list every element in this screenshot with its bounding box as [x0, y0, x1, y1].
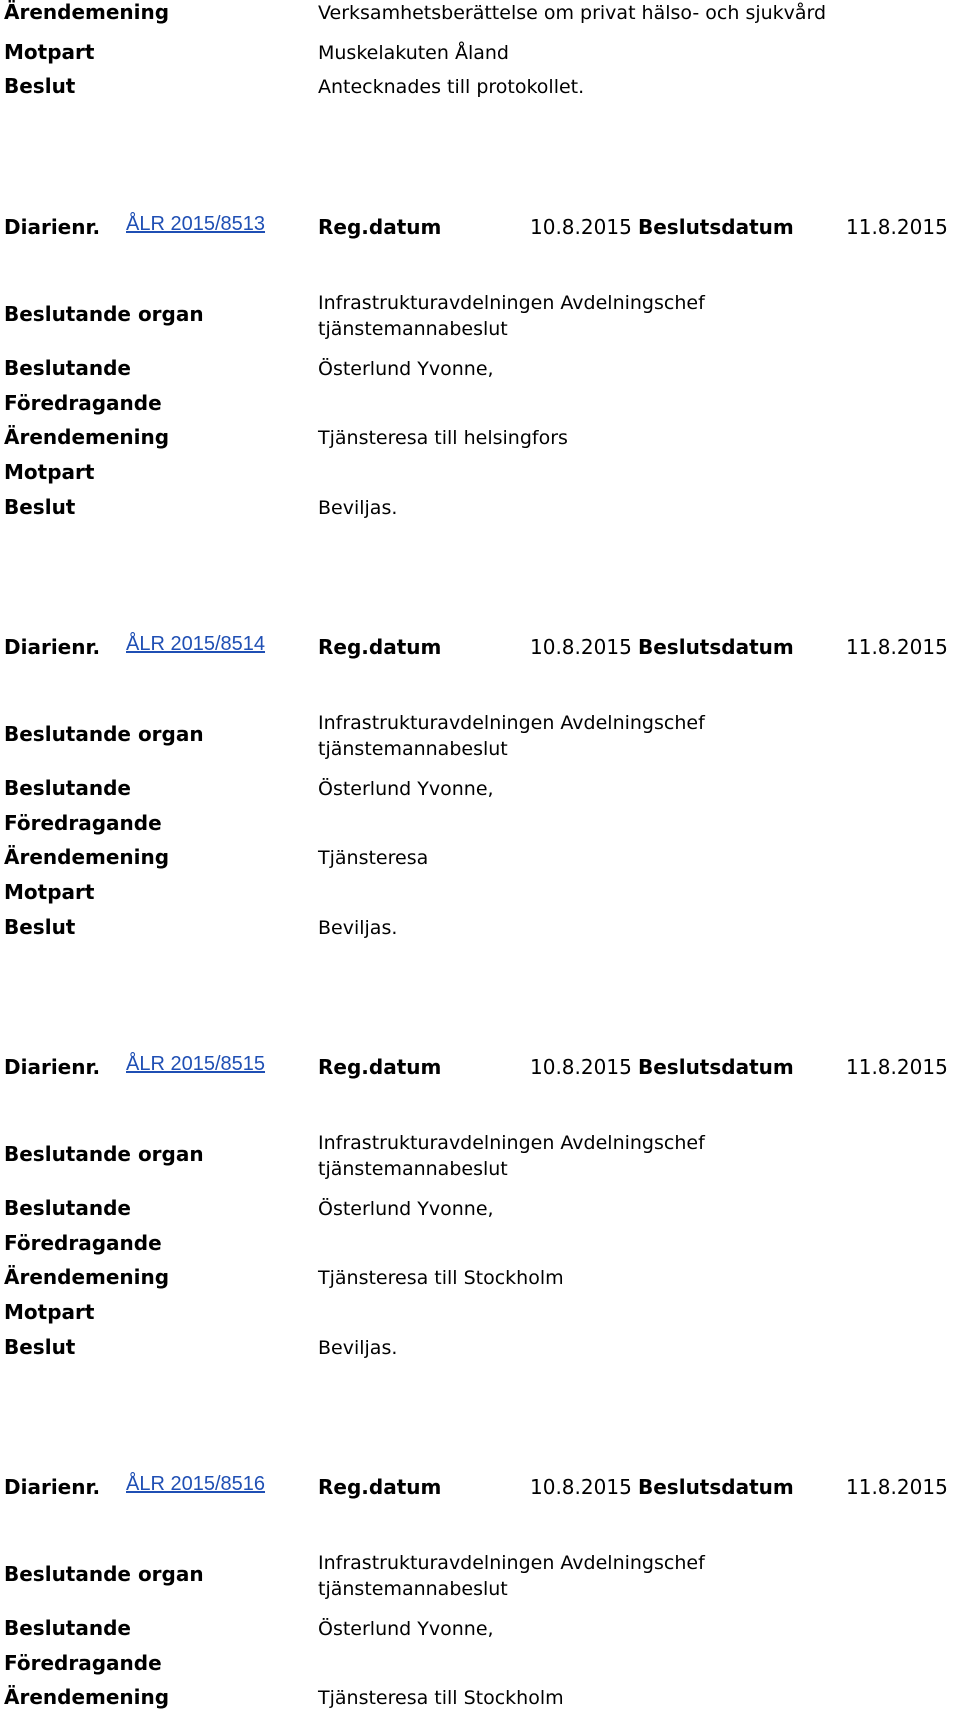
beslutande-organ-line1: Infrastrukturavdelningen Avdelningschef: [318, 1552, 705, 1574]
beslutande-organ-line2: tjänstemannabeslut: [318, 1158, 508, 1180]
diarienr-label: Diarienr.: [4, 1055, 101, 1079]
beslutande-organ-line1: Infrastrukturavdelningen Avdelningschef: [318, 292, 705, 314]
beslut-label: Beslut: [4, 1335, 76, 1359]
foredragande-label: Föredragande: [4, 391, 162, 415]
beslutande-organ-line1: Infrastrukturavdelningen Avdelningschef: [318, 1132, 705, 1154]
regdatum-label: Reg.datum: [318, 635, 442, 659]
beslutande-organ-line2: tjänstemannabeslut: [318, 318, 508, 340]
beslutande-organ-label: Beslutande organ: [4, 1142, 204, 1166]
regdatum-label: Reg.datum: [318, 1055, 442, 1079]
arendemening-label: Ärendemening: [4, 425, 170, 449]
diarienr-link[interactable]: ÅLR 2015/8515: [126, 1053, 266, 1075]
beslut-value: Beviljas.: [318, 917, 398, 939]
motpart-label: Motpart: [4, 40, 95, 64]
regdatum-value: 10.8.2015: [530, 635, 632, 659]
foredragande-label: Föredragande: [4, 1231, 162, 1255]
beslutande-organ-label: Beslutande organ: [4, 302, 204, 326]
motpart-label: Motpart: [4, 1300, 95, 1324]
diarie-header: [0, 1055, 960, 1087]
beslut-value: Beviljas.: [318, 1337, 398, 1359]
beslutande-value: Österlund Yvonne,: [318, 358, 494, 380]
beslutande-value: Österlund Yvonne,: [318, 1618, 494, 1640]
diarienr-label: Diarienr.: [4, 635, 101, 659]
arendemening-value: Tjänsteresa: [318, 847, 429, 869]
beslutsdatum-value: 11.8.2015: [846, 1055, 948, 1079]
regdatum-value: 10.8.2015: [530, 1055, 632, 1079]
diarie-header: [0, 215, 960, 247]
regdatum-value: 10.8.2015: [530, 1475, 632, 1499]
beslut-label: Beslut: [4, 74, 76, 98]
arendemening-label: Ärendemening: [4, 0, 170, 24]
diarienr-link[interactable]: ÅLR 2015/8514: [126, 633, 266, 655]
arendemening-label: Ärendemening: [4, 1265, 170, 1289]
beslutande-label: Beslutande: [4, 356, 131, 380]
beslutande-value: Österlund Yvonne,: [318, 1198, 494, 1220]
beslutsdatum-label: Beslutsdatum: [638, 1055, 794, 1079]
diarie-header: [0, 635, 960, 667]
regdatum-label: Reg.datum: [318, 1475, 442, 1499]
arendemening-value: Tjänsteresa till Stockholm: [318, 1687, 564, 1709]
beslutsdatum-label: Beslutsdatum: [638, 215, 794, 239]
diarienr-link[interactable]: ÅLR 2015/8513: [126, 213, 266, 235]
beslutande-label: Beslutande: [4, 1616, 131, 1640]
diarienr-label: Diarienr.: [4, 1475, 101, 1499]
beslutande-label: Beslutande: [4, 776, 131, 800]
motpart-label: Motpart: [4, 460, 95, 484]
arendemening-label: Ärendemening: [4, 845, 170, 869]
beslutande-organ-label: Beslutande organ: [4, 722, 204, 746]
beslutsdatum-value: 11.8.2015: [846, 1475, 948, 1499]
beslut-value: Antecknades till protokollet.: [318, 76, 585, 98]
foredragande-label: Föredragande: [4, 811, 162, 835]
beslutande-organ-line2: tjänstemannabeslut: [318, 1578, 508, 1600]
beslutsdatum-label: Beslutsdatum: [638, 1475, 794, 1499]
diarienr-label: Diarienr.: [4, 215, 101, 239]
beslut-label: Beslut: [4, 495, 76, 519]
diarie-header: [0, 1475, 960, 1507]
beslutande-organ-label: Beslutande organ: [4, 1562, 204, 1586]
beslutande-organ-line1: Infrastrukturavdelningen Avdelningschef: [318, 712, 705, 734]
arendemening-value: Tjänsteresa till helsingfors: [318, 427, 568, 449]
beslutsdatum-value: 11.8.2015: [846, 215, 948, 239]
beslut-label: Beslut: [4, 915, 76, 939]
beslutsdatum-label: Beslutsdatum: [638, 635, 794, 659]
motpart-label: Motpart: [4, 880, 95, 904]
arendemening-value: Tjänsteresa till Stockholm: [318, 1267, 564, 1289]
beslutande-organ-line2: tjänstemannabeslut: [318, 738, 508, 760]
beslutande-value: Österlund Yvonne,: [318, 778, 494, 800]
beslut-value: Beviljas.: [318, 497, 398, 519]
regdatum-label: Reg.datum: [318, 215, 442, 239]
diarienr-link[interactable]: ÅLR 2015/8516: [126, 1473, 266, 1495]
beslutsdatum-value: 11.8.2015: [846, 635, 948, 659]
arendemening-value: Verksamhetsberättelse om privat hälso- och sjukvård: [318, 2, 827, 24]
beslutande-label: Beslutande: [4, 1196, 131, 1220]
foredragande-label: Föredragande: [4, 1651, 162, 1675]
regdatum-value: 10.8.2015: [530, 215, 632, 239]
motpart-value: Muskelakuten Åland: [318, 42, 509, 64]
arendemening-label: Ärendemening: [4, 1685, 170, 1709]
